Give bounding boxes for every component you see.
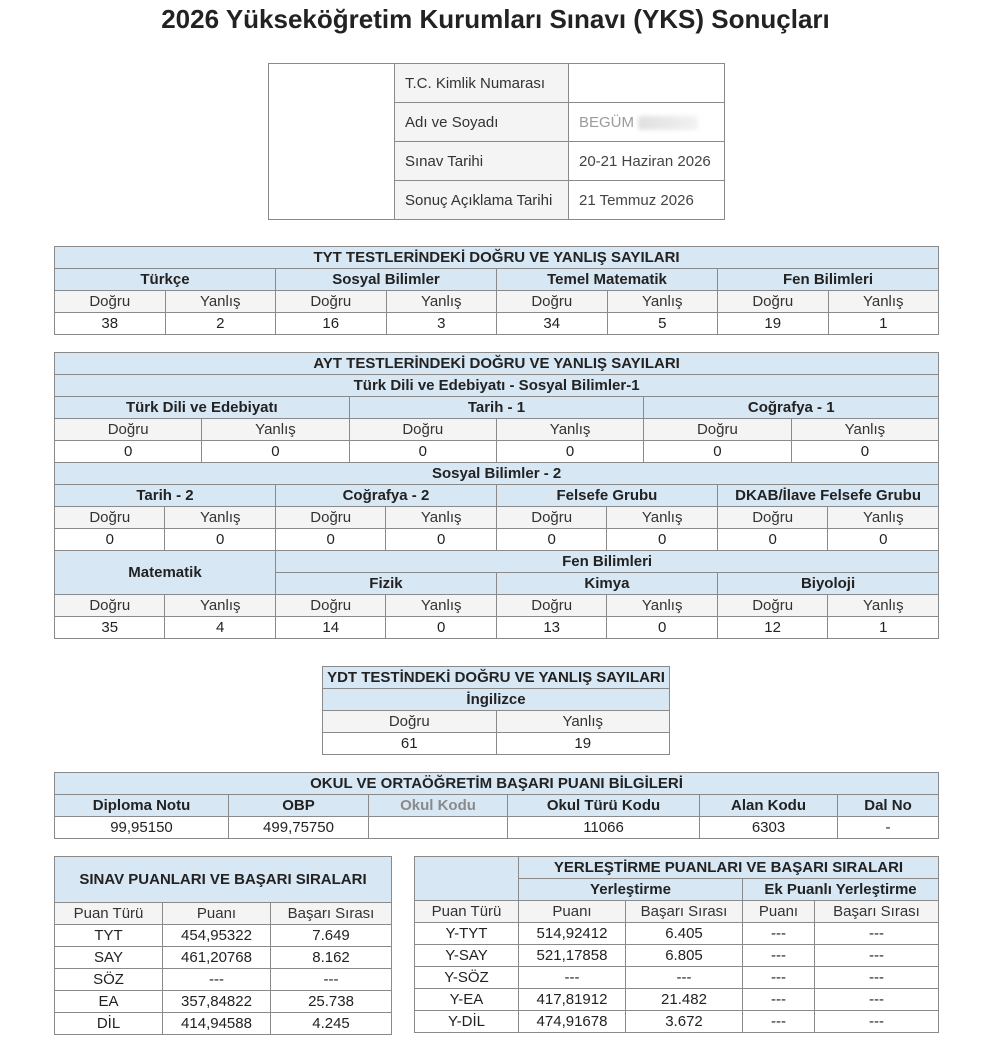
tyt-table [54,246,939,335]
puan: 417,81912 [519,989,626,1011]
yanlis-label: Yanlış [165,507,275,529]
yanlis-label: Yanlış [828,291,939,313]
puan-turu: TYT [55,925,163,947]
info-value-name [569,103,725,142]
sos2-header: Sosyal Bilimler - 2 [55,463,939,485]
column-header: Alan Kodu [700,795,838,817]
subject-header: Türk Dili ve Edebiyatı [55,397,350,419]
dogru-label: Doğru [323,711,497,733]
puan-turu: Y-TYT [415,923,519,945]
candidate-photo [269,64,395,220]
column-header: Başarı Sırası [271,903,392,925]
dogru-label: Doğru [275,507,385,529]
dogru-label: Doğru [496,507,606,529]
basari-sirasi: 6.805 [626,945,743,967]
column-header: Diploma Notu [55,795,229,817]
ek-puan: --- [743,1011,815,1033]
yanlis-value: 1 [828,313,939,335]
yanlis-label: Yanlış [791,419,939,441]
ek-puan: --- [743,967,815,989]
yerlestirme-header: YERLEŞTİRME PUANLARI VE BAŞARI SIRALARI [519,857,939,879]
puan: --- [519,967,626,989]
yanlis-label: Yanlış [386,291,497,313]
column-header: Puanı [743,901,815,923]
yanlis-value: 0 [165,529,275,551]
basari-sirasi: 3.672 [626,1011,743,1033]
ydt-table [322,666,670,755]
puan: --- [163,969,271,991]
ek-basari-sirasi: --- [815,967,939,989]
matematik-header: Matematik [55,551,276,595]
yanlis-value: 0 [607,617,717,639]
ek-puan: --- [743,945,815,967]
dogru-label: Doğru [497,291,608,313]
puan-turu: Y-DİL [415,1011,519,1033]
info-value: 21 Temmuz 2026 [569,181,725,220]
dogru-label: Doğru [55,507,165,529]
dogru-value: 14 [275,617,385,639]
dogru-value: 0 [55,529,165,551]
yanlis-value: 4 [165,617,275,639]
basari-sirasi: 6.405 [626,923,743,945]
basari-sirasi: --- [626,967,743,989]
yanlis-value: 0 [828,529,939,551]
puan-turu: Y-SÖZ [415,967,519,989]
subject-header: Felsefe Grubu [496,485,717,507]
subject-header: DKAB/İlave Felsefe Grubu [717,485,938,507]
ek-basari-sirasi: --- [815,1011,939,1033]
subject-header: Biyoloji [717,573,938,595]
dogru-value: 13 [496,617,606,639]
column-header: Dal No [838,795,939,817]
yanlis-value: 0 [386,529,496,551]
subject-header: Coğrafya - 2 [275,485,496,507]
yanlis-label: Yanlış [202,419,349,441]
puan-turu: Y-SAY [415,945,519,967]
yanlis-label: Yanlış [496,711,670,733]
subject-header: İngilizce [323,689,670,711]
yanlis-value: 0 [202,441,349,463]
dogru-label: Doğru [276,291,387,313]
page-title: 2026 Yükseköğretim Kurumları Sınavı (YKS) Sonuçları [161,4,830,34]
dogru-value: 34 [497,313,608,335]
fen-header: Fen Bilimleri [275,551,938,573]
puan: 521,17858 [519,945,626,967]
puan: 461,20768 [163,947,271,969]
yanlis-value: 19 [496,733,670,755]
yanlis-label: Yanlış [496,419,643,441]
puan-turu: SAY [55,947,163,969]
puan: 357,84822 [163,991,271,1013]
sinav-puanlari-table [54,856,392,1035]
dogru-label: Doğru [55,595,165,617]
basari-sirasi: 4.245 [271,1013,392,1035]
ayt-header: AYT TESTLERİNDEKİ DOĞRU VE YANLIŞ SAYILARI [55,353,939,375]
diploma-notu-value: 99,95150 [55,817,229,839]
puan: 454,95322 [163,925,271,947]
ek-puan: --- [743,923,815,945]
okul-turu-kodu-value: 11066 [508,817,700,839]
obp-header: OKUL VE ORTAÖĞRETİM BAŞARI PUANI BİLGİLERİ [55,773,939,795]
obp-value: 499,75750 [229,817,369,839]
column-header: Başarı Sırası [626,901,743,923]
dogru-label: Doğru [55,419,202,441]
yanlis-value: 0 [607,529,717,551]
basari-sirasi: 25.738 [271,991,392,1013]
column-header: Puan Türü [55,903,163,925]
yanlis-label: Yanlış [386,507,496,529]
yanlis-label: Yanlış [165,291,276,313]
yanlis-value: 1 [828,617,939,639]
dogru-label: Doğru [496,595,606,617]
ydt-header: YDT TESTİNDEKİ DOĞRU VE YANLIŞ SAYILARI [323,667,670,689]
subject-header: Fen Bilimleri [718,269,939,291]
dogru-value: 16 [276,313,387,335]
okul-kodu-value [369,817,508,839]
dogru-label: Doğru [717,595,827,617]
dogru-value: 0 [55,441,202,463]
column-header: Puan Türü [415,901,519,923]
obp-table [54,772,939,839]
yanlis-label: Yanlış [828,507,939,529]
ek-puan: --- [743,989,815,1011]
dogru-label: Doğru [718,291,829,313]
puan: 414,94588 [163,1013,271,1035]
puan: 474,91678 [519,1011,626,1033]
alan-kodu-value: 6303 [700,817,838,839]
column-header: Puanı [163,903,271,925]
subject-header: Kimya [496,573,717,595]
basari-sirasi: 8.162 [271,947,392,969]
dogru-value: 0 [644,441,791,463]
yanlis-value: 5 [607,313,718,335]
candidate-info-table [268,63,725,220]
basari-sirasi: 21.482 [626,989,743,1011]
yanlis-label: Yanlış [165,595,275,617]
ek-basari-sirasi: --- [815,923,939,945]
column-header: Okul Türü Kodu [508,795,700,817]
dogru-value: 19 [718,313,829,335]
yanlis-value: 0 [386,617,496,639]
empty-header [415,857,519,901]
dogru-value: 0 [496,529,606,551]
column-header: OBP [229,795,369,817]
dogru-value: 12 [717,617,827,639]
yanlis-label: Yanlış [386,595,496,617]
dal-no-value: - [838,817,939,839]
subject-header: Türkçe [55,269,276,291]
dogru-value: 61 [323,733,497,755]
basari-sirasi: --- [271,969,392,991]
yanlis-label: Yanlış [607,595,717,617]
sinav-header: SINAV PUANLARI VE BAŞARI SIRALARI [55,857,392,903]
subject-header: Tarih - 2 [55,485,276,507]
subject-header: Tarih - 1 [349,397,644,419]
column-header: Başarı Sırası [815,901,939,923]
yerlestirme-table [414,856,939,1033]
column-header: Okul Kodu [369,795,508,817]
puan-turu: SÖZ [55,969,163,991]
yanlis-value: 0 [496,441,643,463]
basari-sirasi: 7.649 [271,925,392,947]
name-value: BEGÜM [579,113,635,131]
info-label: Sonuç Açıklama Tarihi [395,181,569,220]
dogru-value: 38 [55,313,166,335]
puan-turu: Y-EA [415,989,519,1011]
info-value [569,64,725,103]
dogru-value: 0 [275,529,385,551]
info-label: Adı ve Soyadı [395,103,569,142]
group-header: Yerleştirme [519,879,743,901]
puan: 514,92412 [519,923,626,945]
ayt-table [54,352,939,639]
subject-header: Fizik [275,573,496,595]
info-value: 20-21 Haziran 2026 [569,142,725,181]
yanlis-value: 3 [386,313,497,335]
yanlis-label: Yanlış [828,595,939,617]
group-header: Ek Puanlı Yerleştirme [743,879,939,901]
ek-basari-sirasi: --- [815,989,939,1011]
column-header: Puanı [519,901,626,923]
yanlis-value: 2 [165,313,276,335]
redacted-block [638,116,698,130]
subject-header: Temel Matematik [497,269,718,291]
info-label: T.C. Kimlik Numarası [395,64,569,103]
info-label: Sınav Tarihi [395,142,569,181]
dogru-value: 35 [55,617,165,639]
subject-header: Sosyal Bilimler [276,269,497,291]
dogru-value: 0 [717,529,827,551]
ek-basari-sirasi: --- [815,945,939,967]
yanlis-label: Yanlış [607,507,717,529]
dogru-label: Doğru [644,419,791,441]
tyt-header: TYT TESTLERİNDEKİ DOĞRU VE YANLIŞ SAYILARI [55,247,939,269]
dogru-label: Doğru [275,595,385,617]
subject-header: Coğrafya - 1 [644,397,939,419]
tde-sos1-header: Türk Dili ve Edebiyatı - Sosyal Bilimler-1 [55,375,939,397]
puan-turu: DİL [55,1013,163,1035]
puan-turu: EA [55,991,163,1013]
dogru-label: Doğru [717,507,827,529]
yanlis-value: 0 [791,441,939,463]
dogru-label: Doğru [55,291,166,313]
yanlis-label: Yanlış [607,291,718,313]
dogru-value: 0 [349,441,496,463]
dogru-label: Doğru [349,419,496,441]
